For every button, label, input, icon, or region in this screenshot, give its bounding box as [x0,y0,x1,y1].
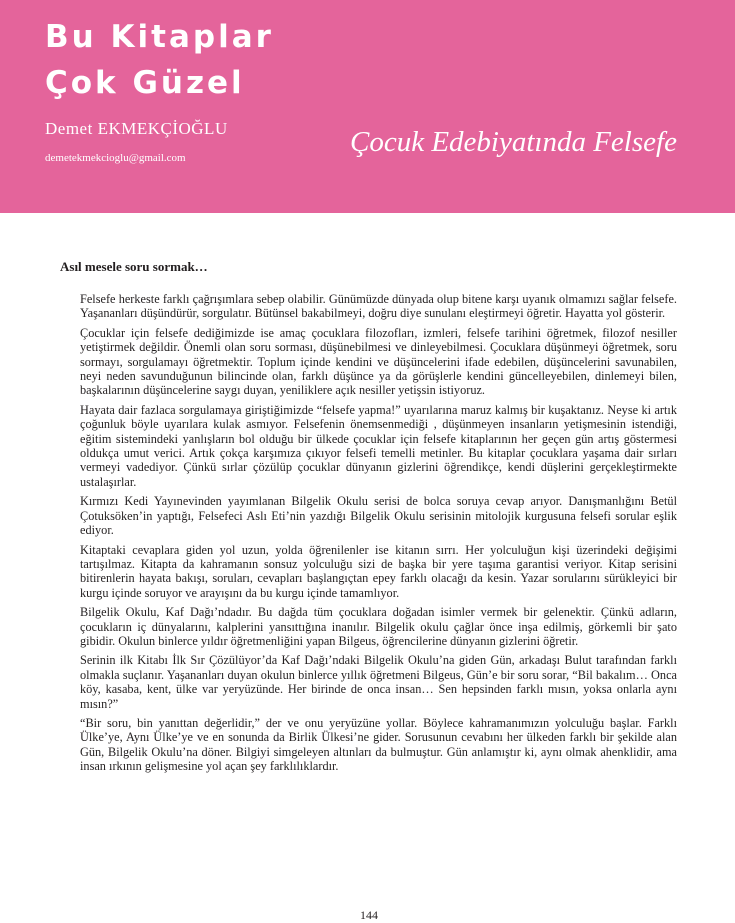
article-subheading: Asıl mesele soru sormak… [60,259,208,274]
column-title-line-1: Bu Kitaplar [45,19,274,55]
paragraph-8: “Bir soru, bin yanıttan değerlidir,” der ve onu yeryüzüne yollar. Böylece kahramanımızın yolculuğu başlar. Farklı Ülke’ye, Aynı Ülke’ye ve en sonunda da Birlik Ülkesi’ne gider. Sorusunun cevabını her ülkeden farklı bir şekilde alan Gün, Bilgelik Okulu’na döner. Bilgiyi simgeleyen altınları da bulmuştur. Gün anlamıştır ki, aynı olmak ahenklidir, ama insan ırkının gelişmesine yol açan şey farklılıklardır. [80,715,677,774]
column-header-banner [0,0,735,213]
article-body [80,292,677,779]
paragraph-2: Çocuklar için felsefe dediğimizde ise amaç çocuklara filozofları, izmleri, felsefe tarihini öğretmek, filozof nesiller yetiştirmek değildir. Önemli olan soru sorması, düşünebilmesi ve dinleyebilmesi. Çocuklara düşünmeyi öğretmek, soru sormayı, sorgulamayı öğretmektir. Toplum içinde kendini ve düşüncelerini ifade edebilen, düşüncelerini savunabilen, neyi neden savunduğunun bilincinde olan, farklı düşünce ya da görüşlerle kendini güncelleyebilen, dinlemeyi bilen, başkalarının düşüncelerine saygı duyan, yeniliklere açık nesiller yetişsin istiyoruz. [80,325,677,398]
article-title: Çocuk Edebiyatında Felsefe [350,126,677,158]
paragraph-6: Bilgelik Okulu, Kaf Dağı’ndadır. Bu dağda tüm çocuklara doğadan isimler vermek bir gelenektir. Çünkü adların, çocukların iç dünyalarını, kalplerini yansıttığına inanılır. Bilgelik okulu çağlar önce inşa edilmiş, görkemli bir şato gibidir. Okulun binlerce yıldır öğretmenliğini yapan Bilgeus, öğrencilerine dünyanın gizlerini öğretir. [80,605,677,648]
author-name: Demet EKMEKÇİOĞLU [45,119,228,138]
page-number: 144 [360,908,378,922]
paragraph-4: Kırmızı Kedi Yayınevinden yayımlanan Bilgelik Okulu serisi de bolca soruya cevap arıyor. Danışmanlığını Betül Çotuksöken’in yaptığı, Felsefeci Aslı Eti’nin yazdığı Bilgelik Okulu serisinin mitolojik kurgusuna felsefi sorular eşlik ediyor. [80,494,677,538]
paragraph-1: Felsefe herkeste farklı çağrışımlara sebep olabilir. Günümüzde dünyada olup bitene karşı uyanık olmamızı sağlar felsefe. Yaşananları düşündürür, sorgulatır. Bütünsel bakabilmeyi, doğru diye sunulanı eleştirmeyi öğretir. Hayatta yol gösterir. [80,292,677,321]
paragraph-7: Serinin ilk Kitabı İlk Sır Çözülüyor’da Kaf Dağı’ndaki Bilgelik Okulu’na giden Gün, arkadaşı Bulut tarafından farklı olmakla suçlanır. Yaşananları duyan okulun binlerce yıllık öğretmeni Bilgeus, Gün’e bir soru sorar, “Bil bakalım… Onca köy, kasaba, kent, ülke var yeryüzünde. Her birinde de onca insan… Sen hepsinden farklı mısın, yoksa onlarla aynı mısın?” [80,653,677,711]
author-email: demetekmekcioglu@gmail.com [45,152,186,164]
paragraph-3: Hayata dair fazlaca sorgulamaya giriştiğimizde “felsefe yapma!” uyarılarına maruz kalmış bir kuşaktanız. Neyse ki artık çoğunluk böyle uyarılara kulak asmıyor. Felsefenin önemsenmediği , düşünmeyen insanların yetişmesinin istendiği, eğitim sistemindeki yanlışların bol olduğu bir ülkede çocuklar için felsefe kitaplarının her geçen gün artış göstermesi oldukça umut verici. Artık çokça karşımıza çıkıyor felsefi temelli metinler. Bu kitaplar çocuklara yaşama dair sırları vermeyi vadediyor. Çünkü sırlar çözülüp çocuklar dünyanın gizlerini öğrendikçe, kendi düşlerini gerçekleştirmekte ustalaşırlar. [80,402,677,489]
column-title-line-2: Çok Güzel [45,65,245,101]
paragraph-5: Kitaptaki cevaplara giden yol uzun, yolda öğrenilenler ise kitanın sırrı. Her yolculuğun kişi üzerindeki değişimi tartışılmaz. Kitapta da kahramanın sonsuz yolculuğu sizi de başka bir yere taşıma garantisi veriyor. Kitap serisini bitirenlerin hayata bakışı, soruları, cevapları başlangıçtan epey farklı olacağı da kesin. Yazar sorularını sürükleyici bir kurgu içinde soruyor ve arayışını da bu kurgu içinde tamamlıyor. [80,542,677,600]
column-title [45,14,274,106]
